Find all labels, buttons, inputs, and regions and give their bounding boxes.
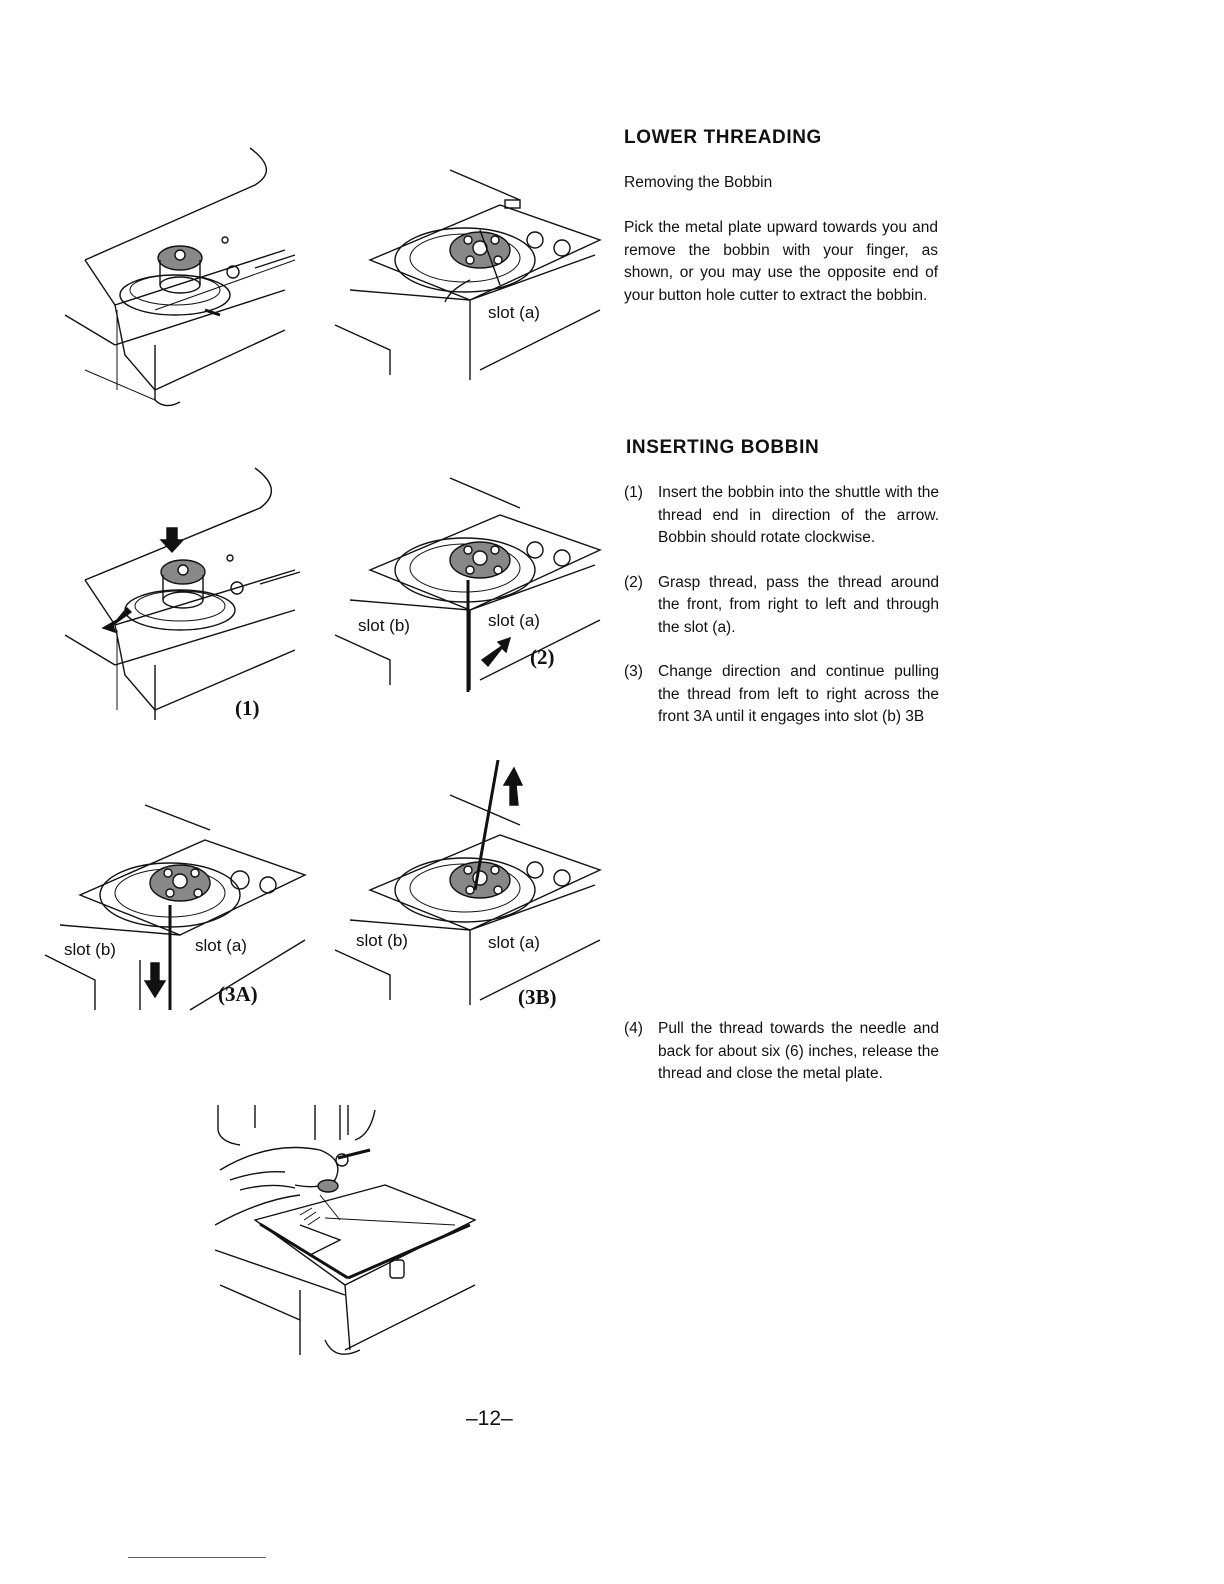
illustration-step-1 [55, 460, 310, 730]
figure-label-1: (1) [235, 696, 260, 720]
illustration-shuttle-slot-a [330, 160, 610, 380]
illustration-step-3a [40, 795, 315, 1025]
step-1-text: Insert the bobbin into the shuttle with the thread end in direction of the arrow. Bobbin should rotate clockwise. [658, 484, 939, 546]
lower-threading-heading: LOWER THREADING [624, 127, 822, 148]
label-slot-b-3a: slot (b) [64, 940, 116, 959]
removing-bobbin-subheading: Removing the Bobbin [624, 174, 773, 191]
figure-label-3b: (3B) [518, 985, 557, 1009]
step-2 [624, 572, 939, 640]
inserting-step-4-list [624, 1018, 939, 1086]
inserting-steps-list [624, 482, 939, 729]
label-slot-a-3a: slot (a) [195, 936, 247, 955]
step-2-text: Grasp thread, pass the thread around the front, from right to left and through the slot (a). [658, 573, 939, 636]
step-1-number: (1) [624, 484, 643, 501]
step-3-number: (3) [624, 663, 643, 680]
blue-underline-mark [128, 1557, 266, 1558]
page-number: –12– [466, 1407, 513, 1430]
step-4-number: (4) [624, 1020, 643, 1037]
figure-label-3a: (3A) [218, 982, 258, 1006]
step-2-number: (2) [624, 573, 643, 591]
step-4 [624, 1018, 939, 1086]
step-1 [624, 482, 939, 550]
step-3-text: Change direction and continue pulling the thread from left to right across the front 3A until it engages into slot (b) 3B [658, 663, 939, 725]
illustration-step-3b [330, 760, 610, 1015]
illustration-removing-bobbin [55, 140, 305, 410]
step-4-text: Pull the thread towards the needle and back for about six (6) inches, release the thread and close the metal plate. [658, 1020, 939, 1082]
label-slot-a-2: slot (a) [488, 611, 540, 630]
illustration-step-2 [330, 470, 610, 700]
label-slot-b-3b: slot (b) [356, 931, 408, 950]
illustration-step-4 [200, 1100, 490, 1370]
inserting-bobbin-heading: INSERTING BOBBIN [626, 437, 820, 458]
removing-bobbin-paragraph: Pick the metal plate upward towards you and remove the bobbin with your finger, as shown, or you may use the opposite end of your button hole cutter to extract the bobbin. [624, 219, 938, 304]
label-slot-a: slot (a) [488, 303, 540, 322]
label-slot-b: slot (b) [358, 616, 410, 635]
figure-label-2: (2) [530, 645, 555, 669]
label-slot-a-3b: slot (a) [488, 933, 540, 952]
step-3 [624, 661, 939, 729]
